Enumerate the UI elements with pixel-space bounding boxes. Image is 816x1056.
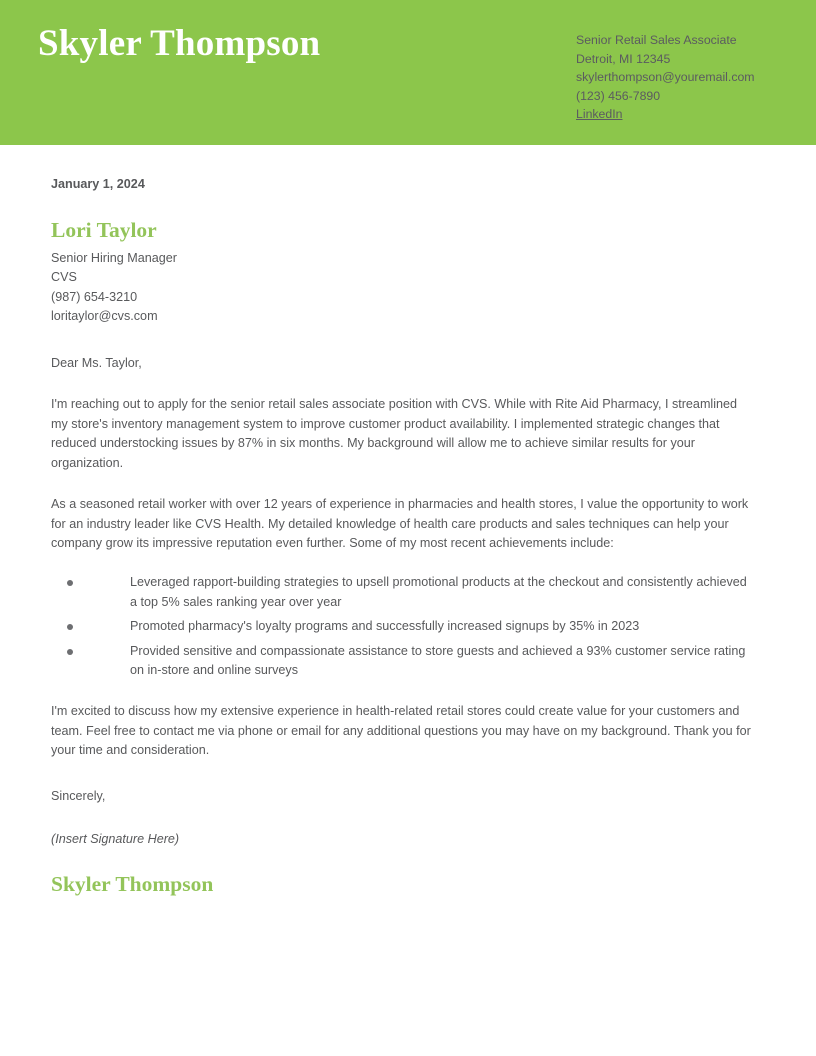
- recipient-name: Lori Taylor: [51, 218, 157, 242]
- body-paragraph-2: As a seasoned retail worker with over 12 years of experience in pharmacies and health stores, I value the opportunity to work for an industry leader like CVS Health. My detailed knowledge of health care products and sales techniques can help your company grow its impressive reputation even further. Some of my most recent achievements include:: [51, 497, 749, 550]
- closing-paragraph: I'm excited to discuss how my extensive experience in health-related retail stores could create value for your customers and team. Feel free to contact me via phone or email for any additional questions you may have on my background. Thank you for your time and consideration.: [51, 704, 751, 758]
- list-item-text: Promoted pharmacy's loyalty programs and successfully increased signups by 35% in 2023: [130, 619, 640, 634]
- applicant-location: Detroit, MI 12345: [576, 51, 671, 66]
- list-item-text: Provided sensitive and compassionate assistance to store guests and achieved a 93% customer service rating on in-store and online surveys: [130, 643, 746, 677]
- bullet-icon: [67, 624, 73, 630]
- applicant-name-heading: Skyler Thompson: [38, 23, 321, 64]
- signature-placeholder: (Insert Signature Here): [51, 831, 180, 846]
- signature-name: Skyler Thompson: [51, 872, 214, 897]
- letter-date: January 1, 2024: [51, 177, 145, 191]
- applicant-phone: (123) 456-7890: [576, 88, 661, 103]
- list-item: [51, 573, 757, 612]
- list-item: [51, 617, 757, 636]
- applicant-job-title: Senior Retail Sales Associate: [576, 33, 737, 47]
- body-paragraph-1: I'm reaching out to apply for the senior retail sales associate position with CVS. While with Rite Aid Pharmacy, I streamlined my store's inventory management system to improve customer product availability. I implemented strategic changes that reduced understocking issues by 87% in six months. My background will allow me to achieve similar results for your organization.: [51, 397, 738, 470]
- bullet-icon: [67, 580, 73, 586]
- achievements-list: [51, 573, 757, 680]
- recipient-email[interactable]: loritaylor@cvs.com: [51, 308, 158, 323]
- letterhead-banner: [0, 0, 816, 145]
- letter-body: [51, 175, 757, 897]
- recipient-block: [51, 217, 757, 326]
- bullet-icon: [67, 649, 73, 655]
- list-item-text: Leveraged rapport-building strategies to upsell promotional products at the checkout and consistently achieved a top 5% sales ranking year over year: [130, 575, 747, 609]
- letterhead-content: [0, 0, 816, 145]
- applicant-email[interactable]: skylerthompson@youremail.com: [576, 70, 755, 85]
- recipient-title: Senior Hiring Manager: [51, 251, 177, 265]
- salutation: Dear Ms. Taylor,: [51, 356, 142, 371]
- list-item: [51, 642, 757, 681]
- recipient-phone: (987) 654-3210: [51, 289, 138, 304]
- linkedin-link[interactable]: LinkedIn: [576, 107, 623, 122]
- recipient-company: CVS: [51, 270, 77, 285]
- sign-off: Sincerely,: [51, 788, 106, 803]
- applicant-contact-block: [576, 31, 806, 124]
